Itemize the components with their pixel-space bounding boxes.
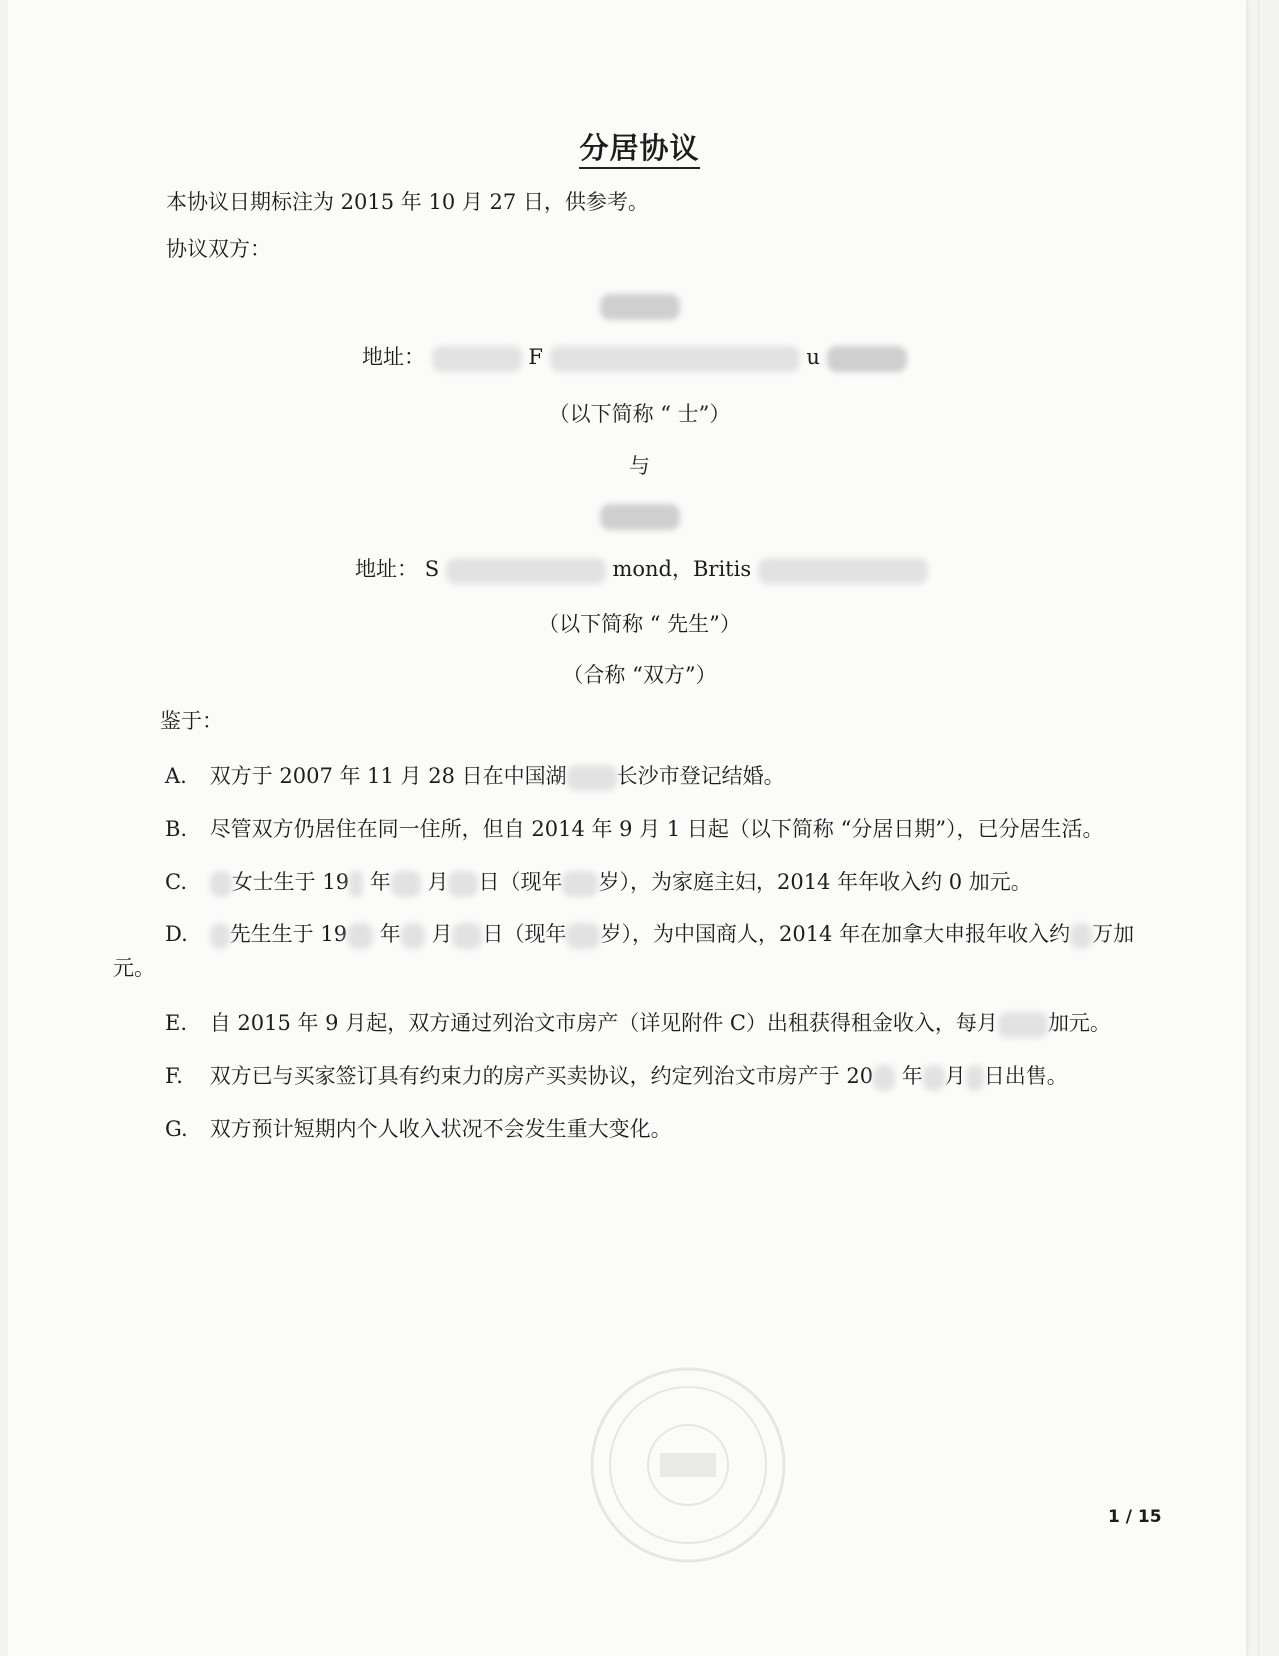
party1-name-redacted (0, 293, 1279, 320)
recital-f: F. 双方已与买家签订具有约束力的房产买卖协议，约定列治文市房产于 20 年 月 日出售。 (165, 1060, 1068, 1091)
recital-g: G. 双方预计短期内个人收入状况不会发生重大变化。 (165, 1117, 672, 1141)
recital-c: C. 女士生于 19 年 月 日（现年 岁），为家庭主妇，2014 年年收入约 0 加元。 (165, 866, 1032, 897)
whereas-heading: 鉴于： (160, 709, 223, 733)
document-title: 分居协议 (0, 126, 1279, 167)
intro-text: 本协议日期标注为 2015 年 10 月 27 日，供参考。 (166, 190, 649, 214)
page-edge (1258, 0, 1261, 1656)
recital-d: D. 先生生于 19 年 月 日（现年 岁），为中国商人，2014 年在加拿大申报年收入约 万加 (165, 918, 1134, 949)
parties-heading: 协议双方： (166, 237, 271, 261)
page-number: 1 / 15 (1108, 1507, 1162, 1527)
collective-term: （合称 “双方”） (562, 663, 717, 687)
conjunction: 与 (629, 454, 650, 478)
party1-address: 地址： F u (362, 341, 907, 372)
party2-address: 地址： S mond，Britis (355, 553, 928, 584)
recital-e: E. 自 2015 年 9 月起，双方通过列治文市房产（详见附件 C）出租获得租金收入，每月 加元。 (165, 1007, 1111, 1038)
notary-seal-icon (588, 1365, 788, 1565)
party2-alias: （以下简称 “ 先生”） (538, 612, 741, 636)
recital-b: B. 尽管双方仍居住在同一住所，但自 2014 年 9 月 1 日起（以下简称 “分居日期”），已分居生活。 (165, 817, 1104, 841)
recital-a: A. 双方于 2007 年 11 月 28 日在中国湖 长沙市登记结婚。 (165, 760, 785, 791)
party1-alias: （以下简称 “ 士”） (548, 402, 731, 426)
party2-name-redacted (0, 503, 1279, 530)
recital-d-continuation: 元。 (113, 956, 155, 980)
